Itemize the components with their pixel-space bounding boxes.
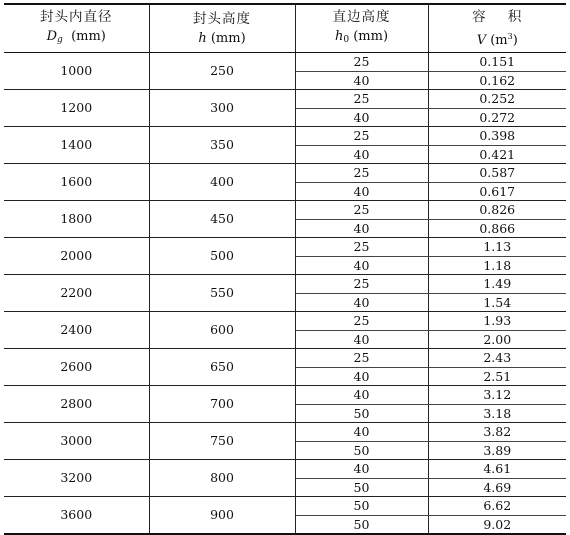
header-height	[149, 4, 295, 53]
cell-volume: 3.89	[428, 442, 566, 460]
cell-volume: 4.61	[428, 460, 566, 479]
cell-diameter: 3000	[4, 423, 149, 460]
cell-height: 650	[149, 349, 295, 386]
cell-volume: 0.151	[428, 53, 566, 72]
cell-edge-height: 25	[295, 53, 428, 72]
cell-height: 700	[149, 386, 295, 423]
cell-volume: 1.18	[428, 257, 566, 275]
table-row	[4, 423, 566, 442]
cell-edge-height: 50	[295, 479, 428, 497]
cell-diameter: 2600	[4, 349, 149, 386]
cell-volume: 0.617	[428, 183, 566, 201]
cell-edge-height: 50	[295, 442, 428, 460]
table-body	[4, 53, 566, 535]
cell-edge-height: 50	[295, 497, 428, 516]
cell-height: 900	[149, 497, 295, 535]
table-row	[4, 53, 566, 72]
header-volume-label: 容 积	[472, 8, 523, 25]
header-edge-unit: $h_0$ (mm)	[334, 28, 389, 45]
cell-edge-height: 40	[295, 386, 428, 405]
cell-height: 550	[149, 275, 295, 312]
cell-edge-height: 40	[295, 331, 428, 349]
table-row	[4, 312, 566, 331]
cell-edge-height: 25	[295, 164, 428, 183]
cell-height: 250	[149, 53, 295, 90]
cell-edge-height: 25	[295, 201, 428, 220]
cell-edge-height: 40	[295, 146, 428, 164]
cell-volume: 4.69	[428, 479, 566, 497]
cell-volume: 3.12	[428, 386, 566, 405]
cell-volume: 1.49	[428, 275, 566, 294]
cell-height: 800	[149, 460, 295, 497]
cell-height: 350	[149, 127, 295, 164]
header-edge-label: 直边高度	[332, 8, 391, 25]
cell-volume: 3.82	[428, 423, 566, 442]
header-diameter	[4, 4, 149, 53]
table-row	[4, 386, 566, 405]
header-diameter-unit: $D_g$ (mm)	[46, 28, 106, 45]
cell-volume: 0.587	[428, 164, 566, 183]
cell-edge-height: 40	[295, 72, 428, 90]
cell-edge-height: 25	[295, 349, 428, 368]
cell-volume: 0.866	[428, 220, 566, 238]
cell-diameter: 1600	[4, 164, 149, 201]
cell-edge-height: 25	[295, 238, 428, 257]
table-row	[4, 90, 566, 109]
cell-volume: 0.421	[428, 146, 566, 164]
cell-volume: 0.826	[428, 201, 566, 220]
cell-volume: 1.13	[428, 238, 566, 257]
cell-edge-height: 40	[295, 368, 428, 386]
cell-volume: 9.02	[428, 516, 566, 535]
head-volume-table	[4, 3, 566, 535]
header-height-unit: h (mm)	[198, 30, 246, 46]
cell-volume: 2.51	[428, 368, 566, 386]
cell-edge-height: 40	[295, 294, 428, 312]
cell-height: 500	[149, 238, 295, 275]
cell-edge-height: 25	[295, 312, 428, 331]
table-row	[4, 349, 566, 368]
cell-diameter: 2400	[4, 312, 149, 349]
cell-volume: 1.54	[428, 294, 566, 312]
cell-diameter: 2000	[4, 238, 149, 275]
header-edge-height	[295, 4, 428, 53]
cell-diameter: 1800	[4, 201, 149, 238]
cell-edge-height: 40	[295, 423, 428, 442]
cell-volume: 2.00	[428, 331, 566, 349]
cell-edge-height: 40	[295, 257, 428, 275]
cell-height: 750	[149, 423, 295, 460]
cell-edge-height: 25	[295, 275, 428, 294]
cell-height: 400	[149, 164, 295, 201]
header-row	[4, 4, 566, 53]
cell-volume: 0.162	[428, 72, 566, 90]
cell-edge-height: 40	[295, 183, 428, 201]
cell-volume: 1.93	[428, 312, 566, 331]
cell-volume: 6.62	[428, 497, 566, 516]
cell-edge-height: 40	[295, 220, 428, 238]
cell-edge-height: 25	[295, 90, 428, 109]
table-row	[4, 460, 566, 479]
header-volume-unit: V $(m^3)$	[476, 31, 518, 48]
cell-volume: 2.43	[428, 349, 566, 368]
table-row	[4, 497, 566, 516]
cell-height: 300	[149, 90, 295, 127]
cell-diameter: 2800	[4, 386, 149, 423]
cell-diameter: 3200	[4, 460, 149, 497]
cell-height: 450	[149, 201, 295, 238]
table-row	[4, 275, 566, 294]
table-row	[4, 238, 566, 257]
cell-volume: 0.398	[428, 127, 566, 146]
cell-edge-height: 50	[295, 405, 428, 423]
cell-diameter: 3600	[4, 497, 149, 535]
cell-volume: 3.18	[428, 405, 566, 423]
cell-edge-height: 25	[295, 127, 428, 146]
cell-volume: 0.252	[428, 90, 566, 109]
header-height-label: 封头高度	[193, 10, 251, 27]
cell-diameter: 1200	[4, 90, 149, 127]
header-volume	[428, 4, 566, 53]
cell-edge-height: 50	[295, 516, 428, 535]
cell-diameter: 1000	[4, 53, 149, 90]
cell-diameter: 2200	[4, 275, 149, 312]
cell-edge-height: 40	[295, 109, 428, 127]
table-row	[4, 164, 566, 183]
cell-diameter: 1400	[4, 127, 149, 164]
data-table-wrapper	[4, 3, 566, 535]
cell-height: 600	[149, 312, 295, 349]
table-row	[4, 127, 566, 146]
cell-edge-height: 40	[295, 460, 428, 479]
table-row	[4, 201, 566, 220]
header-diameter-label: 封头内直径	[40, 8, 113, 25]
cell-volume: 0.272	[428, 109, 566, 127]
